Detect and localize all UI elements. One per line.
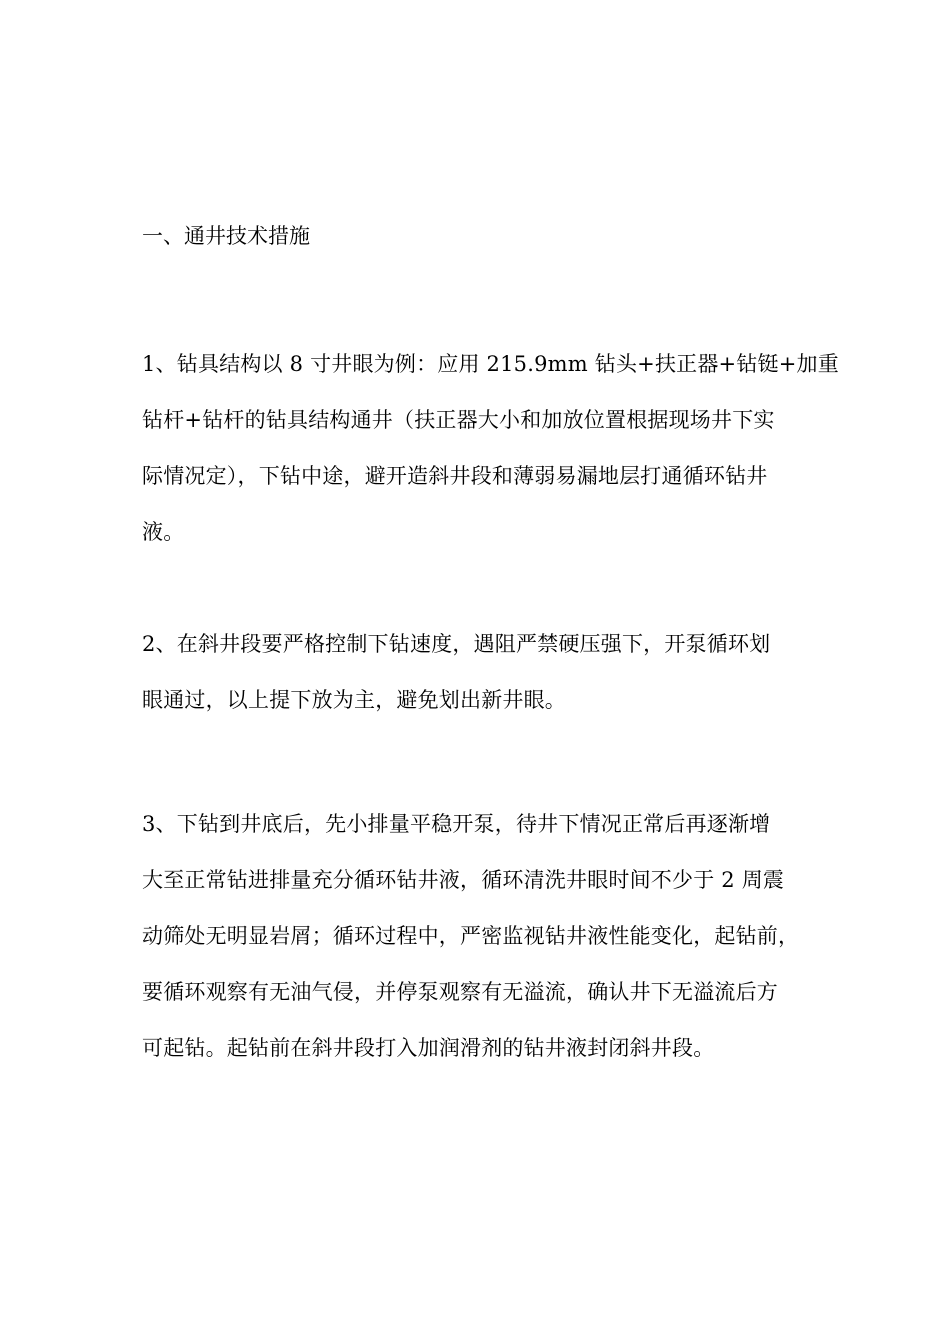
paragraph-line: 3、下钻到井底后，先小排量平稳开泵，待井下情况正常后再逐渐增 bbox=[142, 812, 771, 836]
paragraph-line: 液。 bbox=[142, 520, 185, 544]
paragraph-line: 要循环观察有无油气侵，并停泵观察有无溢流，确认井下无溢流后方 bbox=[142, 980, 778, 1004]
paragraph-2 bbox=[142, 616, 822, 728]
paragraph-3 bbox=[142, 796, 822, 1076]
paragraph-line: 大至正常钻进排量充分循环钻井液，循环清洗井眼时间不少于 2 周震 bbox=[142, 868, 785, 892]
paragraph-line: 1、钻具结构以 8 寸井眼为例：应用 215.9mm 钻头+扶正器+钻铤+加重 bbox=[142, 352, 839, 376]
paragraph-line: 际情况定），下钻中途，避开造斜井段和薄弱易漏地层打通循环钻井 bbox=[142, 464, 768, 488]
paragraph-line: 钻杆+钻杆的钻具结构通井（扶正器大小和加放位置根据现场井下实 bbox=[142, 408, 775, 432]
paragraph-line: 2、在斜井段要严格控制下钻速度，遇阻严禁硬压强下，开泵循环划 bbox=[142, 632, 771, 656]
paragraph-line: 眼通过，以上提下放为主，避免划出新井眼。 bbox=[142, 688, 566, 712]
paragraph-line: 动筛处无明显岩屑；循环过程中，严密监视钻井液性能变化，起钻前， bbox=[142, 924, 800, 948]
paragraph-line: 可起钻。起钻前在斜井段打入加润滑剂的钻井液封闭斜井段。 bbox=[142, 1036, 715, 1060]
paragraph-1 bbox=[142, 336, 839, 560]
section-heading: 一、通井技术措施 bbox=[142, 224, 310, 248]
